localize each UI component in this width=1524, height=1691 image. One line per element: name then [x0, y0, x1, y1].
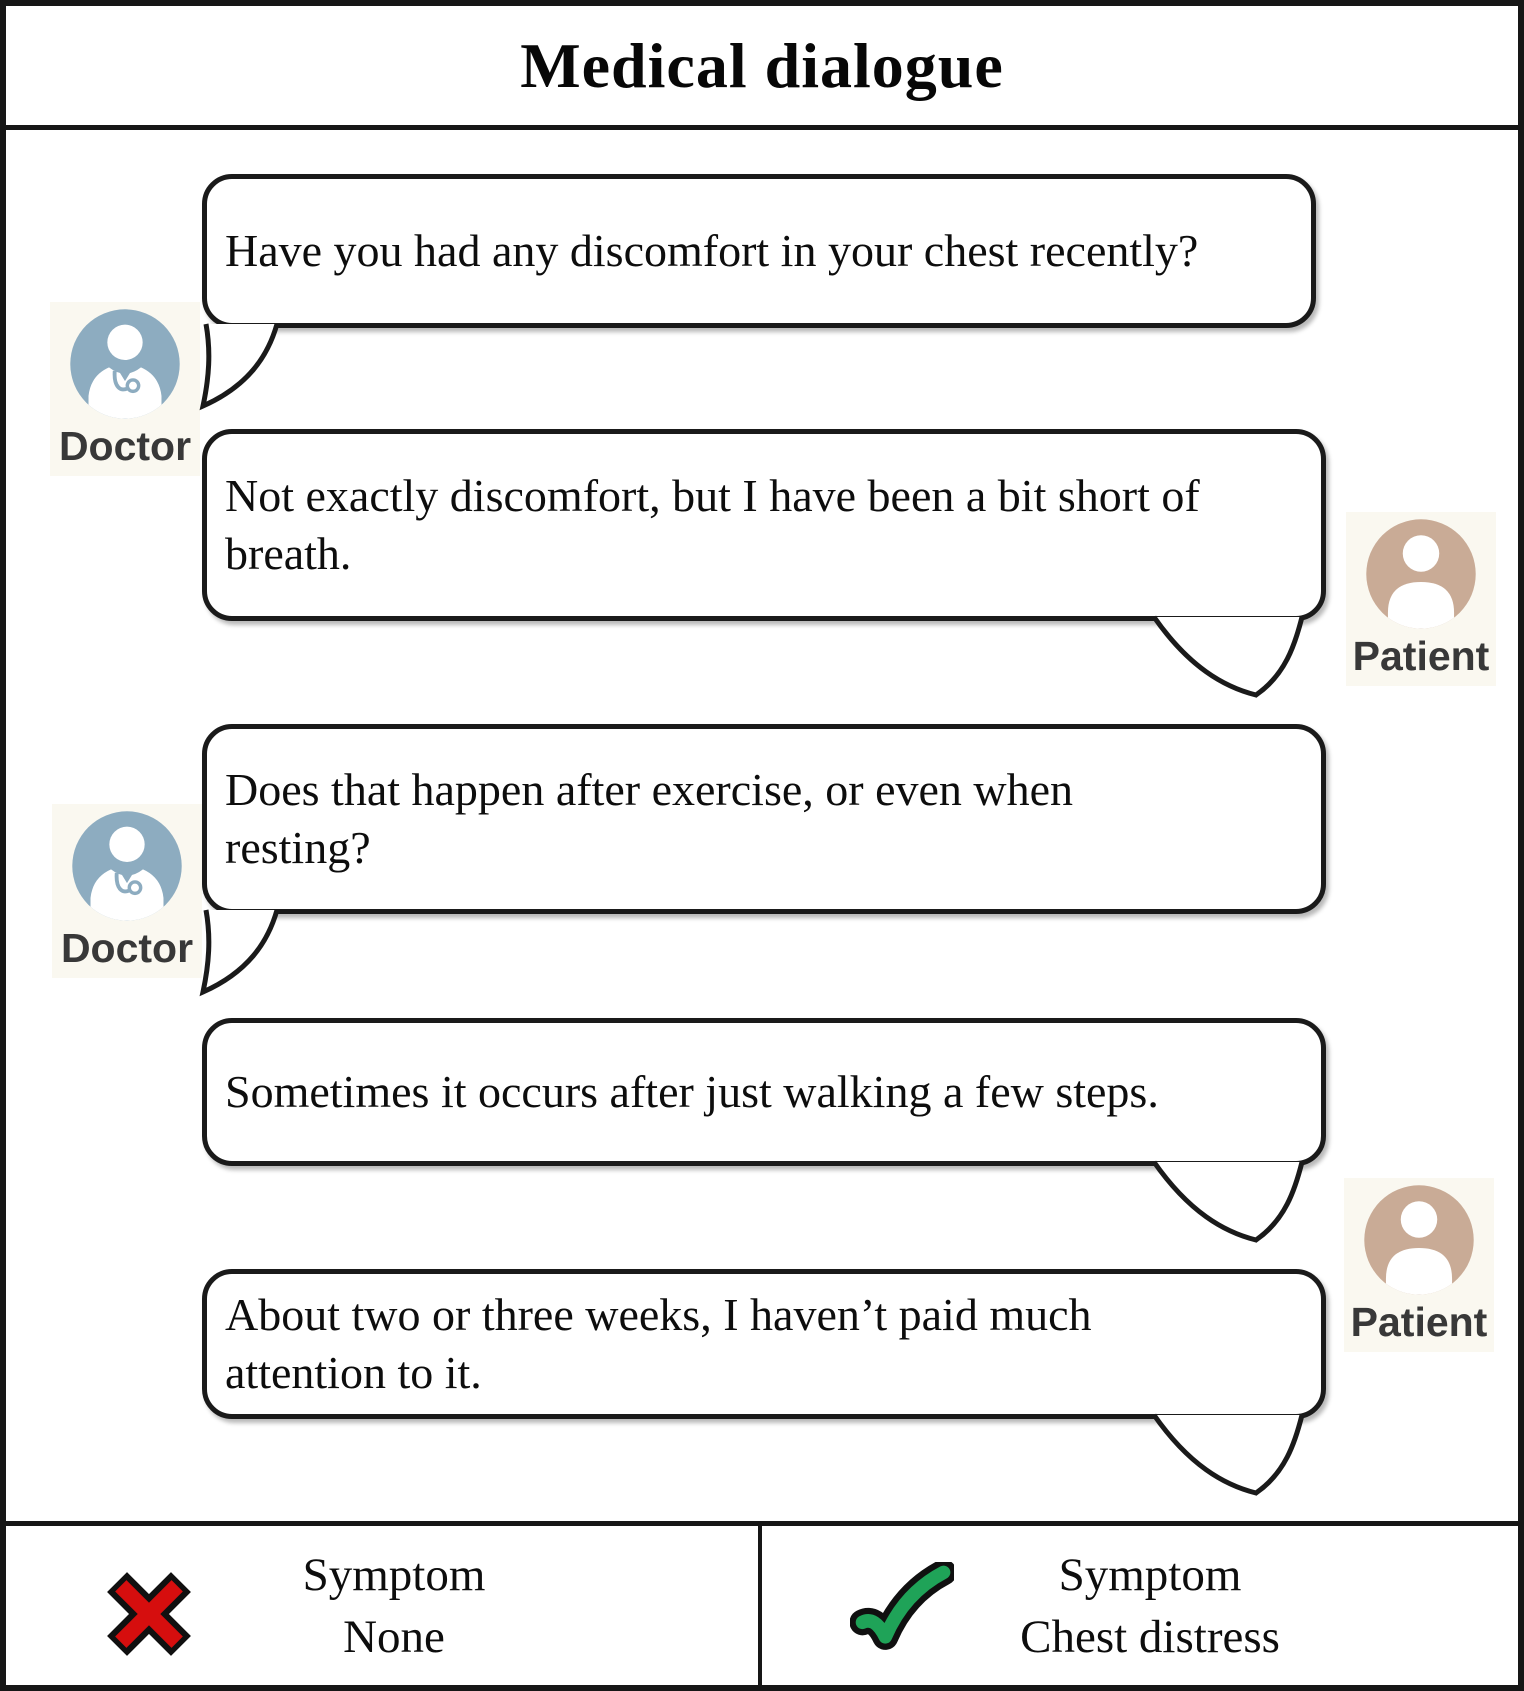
verdict-line2: None: [343, 1611, 445, 1663]
verdict-positive-cell: [762, 1526, 1518, 1691]
bubble-tail-right: [1144, 615, 1314, 707]
bubble-patient-3: [202, 1269, 1326, 1419]
patient-label: Patient: [1352, 633, 1490, 679]
doctor-avatar-icon: [68, 307, 182, 421]
bubble-text: Not exactly discomfort, but I have been a bit short of breath.: [225, 470, 1200, 579]
doctor-label: Doctor: [60, 925, 194, 971]
doctor-label: Doctor: [58, 423, 192, 469]
bubble-text: Sometimes it occurs after just walking a few steps.: [225, 1066, 1159, 1117]
avatar-doctor-1: [50, 302, 200, 476]
doctor-avatar-icon: [70, 809, 184, 923]
patient-avatar-icon: [1362, 1183, 1476, 1297]
verdict-labels: [144, 1544, 644, 1668]
patient-label: Patient: [1350, 1299, 1488, 1345]
verdict-labels: [900, 1544, 1400, 1668]
bubble-doctor-2: [202, 724, 1326, 914]
bubble-text: About two or three weeks, I haven’t paid much attention to it.: [225, 1289, 1092, 1398]
bubble-patient-2: [202, 1018, 1326, 1166]
avatar-patient-1: [1346, 512, 1496, 686]
verdict-line1: Symptom: [1058, 1549, 1242, 1601]
patient-avatar-icon: [1364, 517, 1478, 631]
verdict-line1: Symptom: [302, 1549, 486, 1601]
page-title: Medical dialogue: [520, 29, 1004, 101]
bubble-tail-left: [198, 322, 298, 414]
bubble-tail-right: [1144, 1160, 1314, 1252]
bubble-patient-1: [202, 429, 1326, 621]
title-bar: [6, 6, 1518, 130]
bubble-text: Have you had any discomfort in your chest recently?: [225, 225, 1199, 276]
verdict-negative-cell: [6, 1526, 762, 1691]
bubble-doctor-1: [202, 174, 1316, 328]
bubble-text: Does that happen after exercise, or even when resting?: [225, 764, 1074, 873]
verdict-line2: Chest distress: [1020, 1611, 1280, 1663]
verdict-bar: [6, 1521, 1518, 1691]
bubble-tail-right: [1144, 1413, 1314, 1505]
avatar-patient-2: [1344, 1178, 1494, 1352]
bubble-tail-left: [198, 908, 298, 1000]
avatar-doctor-2: [52, 804, 202, 978]
